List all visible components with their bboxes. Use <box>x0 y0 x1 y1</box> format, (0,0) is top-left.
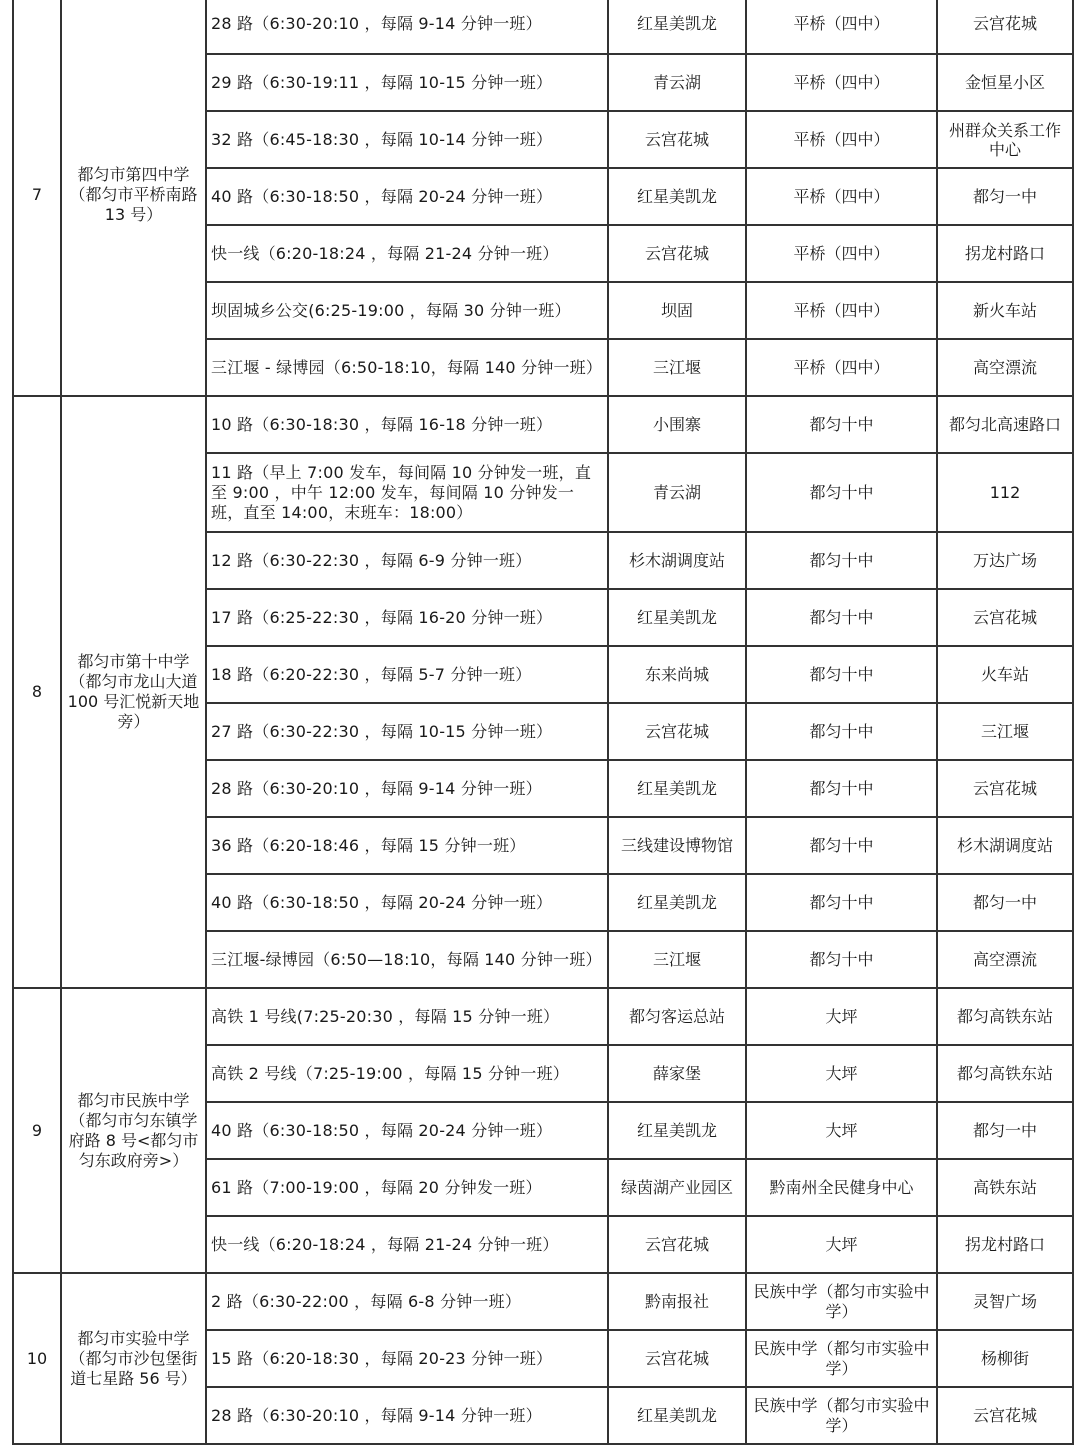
school-bus-stop: 平桥（四中） <box>746 54 937 111</box>
school-bus-stop: 都匀十中 <box>746 760 937 817</box>
route-end-stop: 都匀一中 <box>937 1102 1073 1159</box>
route-start-stop: 青云湖 <box>608 54 746 111</box>
route-end-stop: 112 <box>937 453 1073 532</box>
school-name: 都匀市第四中学（都匀市平桥南路 13 号） <box>61 0 206 396</box>
route-start-stop: 红星美凯龙 <box>608 1102 746 1159</box>
route-start-stop: 青云湖 <box>608 453 746 532</box>
route-start-stop: 黔南报社 <box>608 1273 746 1330</box>
bus-route-info: 28 路（6:30-20:10 ，每隔 9-14 分钟一班） <box>206 760 608 817</box>
group-number: 10 <box>13 1273 61 1444</box>
route-start-stop: 绿茵湖产业园区 <box>608 1159 746 1216</box>
route-end-stop: 拐龙村路口 <box>937 225 1073 282</box>
table-body <box>13 0 1073 1444</box>
school-bus-stop: 民族中学（都匀市实验中学） <box>746 1330 937 1387</box>
bus-schedule-table <box>12 0 1074 1445</box>
route-end-stop: 都匀一中 <box>937 168 1073 225</box>
school-bus-stop: 民族中学（都匀市实验中学） <box>746 1273 937 1330</box>
school-name: 都匀市实验中学（都匀市沙包堡街道七星路 56 号） <box>61 1273 206 1444</box>
route-end-stop: 杉木湖调度站 <box>937 817 1073 874</box>
school-bus-stop: 平桥（四中） <box>746 111 937 168</box>
route-end-stop: 都匀高铁东站 <box>937 988 1073 1045</box>
route-start-stop: 云宫花城 <box>608 703 746 760</box>
group-number: 8 <box>13 396 61 988</box>
school-bus-stop: 都匀十中 <box>746 703 937 760</box>
bus-route-info: 12 路（6:30-22:30 ，每隔 6-9 分钟一班） <box>206 532 608 589</box>
bus-route-info: 29 路（6:30-19:11 ，每隔 10-15 分钟一班） <box>206 54 608 111</box>
route-end-stop: 万达广场 <box>937 532 1073 589</box>
route-start-stop: 东来尚城 <box>608 646 746 703</box>
bus-route-info: 40 路（6:30-18:50 ，每隔 20-24 分钟一班） <box>206 1102 608 1159</box>
route-start-stop: 坝固 <box>608 282 746 339</box>
bus-route-info: 三江堰-绿博园（6:50—18:10，每隔 140 分钟一班） <box>206 931 608 988</box>
school-bus-stop: 都匀十中 <box>746 589 937 646</box>
route-end-stop: 云宫花城 <box>937 1387 1073 1444</box>
route-end-stop: 云宫花城 <box>937 0 1073 54</box>
table-row <box>13 988 1073 1045</box>
bus-route-info: 28 路（6:30-20:10 ，每隔 9-14 分钟一班） <box>206 0 608 54</box>
route-end-stop: 高空漂流 <box>937 931 1073 988</box>
route-end-stop: 州群众关系工作中心 <box>937 111 1073 168</box>
school-bus-stop: 黔南州全民健身中心 <box>746 1159 937 1216</box>
school-bus-stop: 平桥（四中） <box>746 282 937 339</box>
route-start-stop: 红星美凯龙 <box>608 589 746 646</box>
bus-route-info: 高铁 1 号线(7:25-20:30 ，每隔 15 分钟一班） <box>206 988 608 1045</box>
route-start-stop: 红星美凯龙 <box>608 168 746 225</box>
route-start-stop: 三线建设博物馆 <box>608 817 746 874</box>
bus-route-info: 40 路（6:30-18:50 ，每隔 20-24 分钟一班） <box>206 168 608 225</box>
route-start-stop: 杉木湖调度站 <box>608 532 746 589</box>
school-bus-stop: 平桥（四中） <box>746 0 937 54</box>
route-end-stop: 杨柳街 <box>937 1330 1073 1387</box>
bus-route-info: 18 路（6:20-22:30 ，每隔 5-7 分钟一班） <box>206 646 608 703</box>
route-start-stop: 云宫花城 <box>608 225 746 282</box>
school-bus-stop: 民族中学（都匀市实验中学） <box>746 1387 937 1444</box>
route-end-stop: 高铁东站 <box>937 1159 1073 1216</box>
route-start-stop: 云宫花城 <box>608 111 746 168</box>
school-bus-stop: 都匀十中 <box>746 396 937 453</box>
route-start-stop: 云宫花城 <box>608 1216 746 1273</box>
school-bus-stop: 都匀十中 <box>746 817 937 874</box>
school-name: 都匀市民族中学（都匀市匀东镇学府路 8 号<都匀市匀东政府旁>） <box>61 988 206 1273</box>
route-start-stop: 红星美凯龙 <box>608 874 746 931</box>
school-bus-stop: 都匀十中 <box>746 646 937 703</box>
route-start-stop: 三江堰 <box>608 339 746 396</box>
route-start-stop: 三江堰 <box>608 931 746 988</box>
route-end-stop: 三江堰 <box>937 703 1073 760</box>
bus-route-info: 36 路（6:20-18:46 ，每隔 15 分钟一班） <box>206 817 608 874</box>
bus-route-info: 高铁 2 号线（7:25-19:00 ，每隔 15 分钟一班） <box>206 1045 608 1102</box>
school-bus-stop: 大坪 <box>746 1102 937 1159</box>
bus-route-info: 27 路（6:30-22:30 ，每隔 10-15 分钟一班） <box>206 703 608 760</box>
route-end-stop: 拐龙村路口 <box>937 1216 1073 1273</box>
route-end-stop: 云宫花城 <box>937 760 1073 817</box>
bus-route-info: 11 路（早上 7:00 发车，每间隔 10 分钟发一班，直至 9:00 ，中午 12:00 发车，每间隔 10 分钟发一班，直至 14:00，末班车：18:00） <box>206 453 608 532</box>
bus-route-info: 28 路（6:30-20:10 ，每隔 9-14 分钟一班） <box>206 1387 608 1444</box>
route-start-stop: 红星美凯龙 <box>608 1387 746 1444</box>
route-end-stop: 云宫花城 <box>937 589 1073 646</box>
school-bus-stop: 平桥（四中） <box>746 225 937 282</box>
bus-route-info: 32 路（6:45-18:30 ，每隔 10-14 分钟一班） <box>206 111 608 168</box>
school-bus-stop: 大坪 <box>746 1216 937 1273</box>
route-start-stop: 薛家堡 <box>608 1045 746 1102</box>
route-start-stop: 都匀客运总站 <box>608 988 746 1045</box>
bus-route-info: 坝固城乡公交(6:25-19:00 ，每隔 30 分钟一班） <box>206 282 608 339</box>
route-end-stop: 灵智广场 <box>937 1273 1073 1330</box>
bus-route-info: 快一线（6:20-18:24 ，每隔 21-24 分钟一班） <box>206 225 608 282</box>
school-bus-stop: 大坪 <box>746 988 937 1045</box>
route-end-stop: 火车站 <box>937 646 1073 703</box>
group-number: 9 <box>13 988 61 1273</box>
school-bus-stop: 都匀十中 <box>746 453 937 532</box>
route-start-stop: 红星美凯龙 <box>608 0 746 54</box>
bus-route-info: 15 路（6:20-18:30 ，每隔 20-23 分钟一班） <box>206 1330 608 1387</box>
bus-route-info: 40 路（6:30-18:50 ，每隔 20-24 分钟一班） <box>206 874 608 931</box>
bus-route-info: 17 路（6:25-22:30 ，每隔 16-20 分钟一班） <box>206 589 608 646</box>
school-bus-stop: 都匀十中 <box>746 874 937 931</box>
table-row <box>13 396 1073 453</box>
route-end-stop: 都匀一中 <box>937 874 1073 931</box>
bus-route-info: 61 路（7:00-19:00 ，每隔 20 分钟发一班） <box>206 1159 608 1216</box>
bus-route-info: 三江堰 - 绿博园（6:50-18:10，每隔 140 分钟一班） <box>206 339 608 396</box>
school-bus-stop: 都匀十中 <box>746 931 937 988</box>
school-bus-stop: 平桥（四中） <box>746 168 937 225</box>
school-bus-stop: 平桥（四中） <box>746 339 937 396</box>
group-number: 7 <box>13 0 61 396</box>
route-start-stop: 小围寨 <box>608 396 746 453</box>
table-row <box>13 1273 1073 1330</box>
school-bus-stop: 大坪 <box>746 1045 937 1102</box>
route-end-stop: 都匀高铁东站 <box>937 1045 1073 1102</box>
route-end-stop: 金恒星小区 <box>937 54 1073 111</box>
route-end-stop: 高空漂流 <box>937 339 1073 396</box>
route-start-stop: 红星美凯龙 <box>608 760 746 817</box>
table-row <box>13 0 1073 54</box>
bus-route-info: 2 路（6:30-22:00 ，每隔 6-8 分钟一班） <box>206 1273 608 1330</box>
bus-route-info: 10 路（6:30-18:30 ，每隔 16-18 分钟一班） <box>206 396 608 453</box>
route-end-stop: 新火车站 <box>937 282 1073 339</box>
bus-route-info: 快一线（6:20-18:24 ，每隔 21-24 分钟一班） <box>206 1216 608 1273</box>
route-start-stop: 云宫花城 <box>608 1330 746 1387</box>
route-end-stop: 都匀北高速路口 <box>937 396 1073 453</box>
school-name: 都匀市第十中学（都匀市龙山大道 100 号汇悦新天地旁） <box>61 396 206 988</box>
school-bus-stop: 都匀十中 <box>746 532 937 589</box>
